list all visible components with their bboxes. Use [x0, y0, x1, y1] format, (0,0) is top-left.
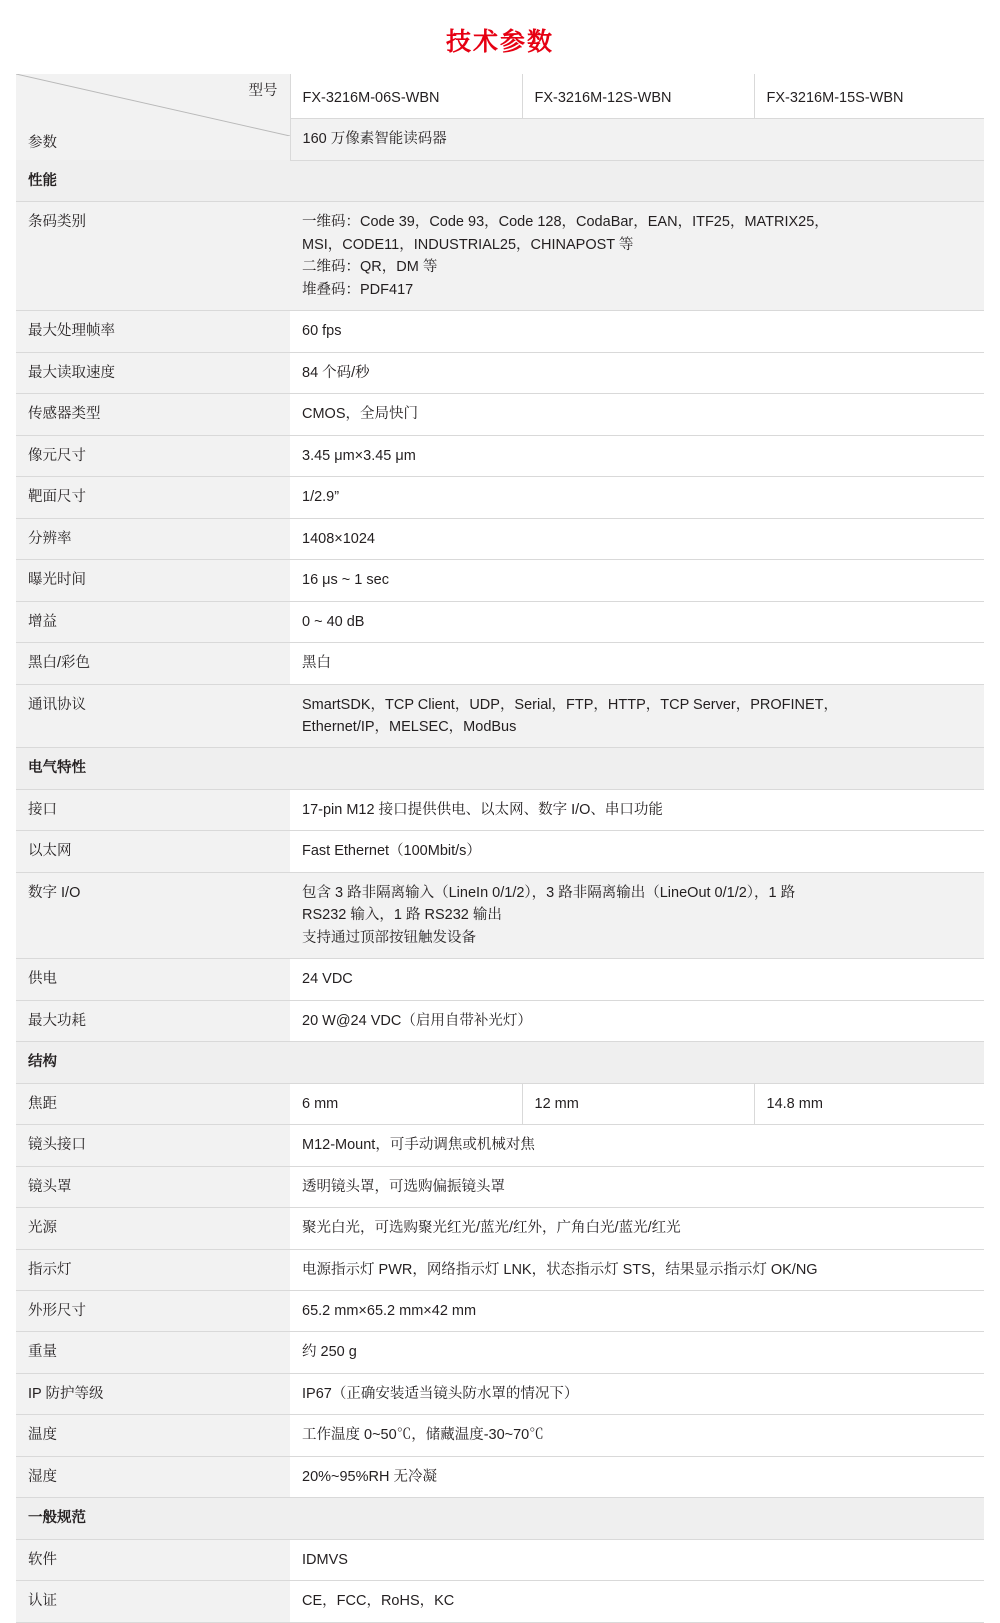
row-software — [16, 1539, 984, 1580]
model-column-2: FX-3216M-12S-WBN — [522, 74, 754, 119]
row-pixel-size — [16, 435, 984, 476]
row-label-certification: 认证 — [16, 1581, 290, 1622]
row-value-resolution: 1408×1024 — [290, 518, 984, 559]
row-value-ethernet: Fast Ethernet（100Mbit/s） — [290, 831, 984, 872]
row-lens-mount — [16, 1125, 984, 1166]
row-value-gain: 0 ~ 40 dB — [290, 601, 984, 642]
row-label-mono-color: 黑白/彩色 — [16, 643, 290, 684]
row-value-humidity: 20%~95%RH 无冷凝 — [290, 1456, 984, 1497]
row-ip-rating — [16, 1373, 984, 1414]
row-dimensions — [16, 1291, 984, 1332]
row-value-exposure: 16 μs ~ 1 sec — [290, 560, 984, 601]
row-weight — [16, 1332, 984, 1373]
row-value-barcode-types — [290, 202, 984, 311]
header-diagonal-cell — [16, 74, 290, 160]
row-value-temperature: 工作温度 0~50℃，储藏温度-30~70℃ — [290, 1415, 984, 1456]
row-value-software: IDMVS — [290, 1539, 984, 1580]
row-value-focal-length-3: 14.8 mm — [754, 1083, 984, 1124]
row-digital-io — [16, 872, 984, 958]
row-barcode-types — [16, 202, 984, 311]
row-value-pixel-size: 3.45 μm×3.45 μm — [290, 435, 984, 476]
row-value-ip-rating: IP67（正确安装适当镜头防水罩的情况下） — [290, 1373, 984, 1414]
protocols-line-2: Ethernet/IP，MELSEC，ModBus — [302, 718, 517, 735]
row-label-interface: 接口 — [16, 789, 290, 830]
row-label-protocols: 通讯协议 — [16, 684, 290, 748]
row-label-digital-io: 数字 I/O — [16, 872, 290, 958]
row-label-max-fps: 最大处理帧率 — [16, 311, 290, 352]
row-sensor-type — [16, 394, 984, 435]
row-value-interface: 17-pin M12 接口提供供电、以太网、数字 I/O、串口功能 — [290, 789, 984, 830]
row-resolution — [16, 518, 984, 559]
row-value-digital-io — [290, 872, 984, 958]
row-certification — [16, 1581, 984, 1622]
row-label-indicators: 指示灯 — [16, 1249, 290, 1290]
row-value-focal-length-2: 12 mm — [522, 1083, 754, 1124]
barcode-line-4: 堆叠码：PDF417 — [302, 281, 414, 298]
section-performance — [16, 160, 984, 201]
row-temperature — [16, 1415, 984, 1456]
model-column-1: FX-3216M-06S-WBN — [290, 74, 522, 119]
barcode-line-1: 一维码：Code 39，Code 93，Code 128，CodaBar，EAN，ITF25，MATRIX25， — [302, 214, 829, 231]
section-structure-label: 结构 — [16, 1042, 984, 1083]
digital-io-line-1: 包含 3 路非隔离输入（LineIn 0/1/2），3 路非隔离输出（LineOut 0/1/2），1 路 — [302, 884, 796, 901]
row-label-barcode-types: 条码类别 — [16, 202, 290, 311]
row-value-sensor-format: 1/2.9” — [290, 477, 984, 518]
digital-io-line-2: RS232 输入，1 路 RS232 输出 — [302, 907, 502, 924]
row-sensor-format — [16, 477, 984, 518]
row-label-software: 软件 — [16, 1539, 290, 1580]
row-gain — [16, 601, 984, 642]
row-label-pixel-size: 像元尺寸 — [16, 435, 290, 476]
row-value-certification: CE，FCC，RoHS，KC — [290, 1581, 984, 1622]
section-general-label: 一般规范 — [16, 1498, 984, 1539]
row-value-indicators: 电源指示灯 PWR，网络指示灯 LNK，状态指示灯 STS，结果显示指示灯 OK/NG — [290, 1249, 984, 1290]
barcode-line-2: MSI，CODE11，INDUSTRIAL25，CHINAPOST 等 — [302, 236, 634, 253]
row-lens-cover — [16, 1166, 984, 1207]
row-label-max-read-speed: 最大读取速度 — [16, 352, 290, 393]
row-label-weight: 重量 — [16, 1332, 290, 1373]
row-indicators — [16, 1249, 984, 1290]
section-electrical — [16, 748, 984, 789]
row-label-sensor-format: 靶面尺寸 — [16, 477, 290, 518]
row-label-humidity: 湿度 — [16, 1456, 290, 1497]
row-value-protocols — [290, 684, 984, 748]
digital-io-line-3: 支持通过顶部按钮触发设备 — [302, 929, 476, 946]
row-label-power-supply: 供电 — [16, 959, 290, 1000]
row-value-lens-mount: M12-Mount，可手动调焦或机械对焦 — [290, 1125, 984, 1166]
page-title: 技术参数 — [445, 28, 554, 56]
row-max-power — [16, 1000, 984, 1041]
row-label-focal-length: 焦距 — [16, 1083, 290, 1124]
row-value-max-read-speed: 84 个码/秒 — [290, 352, 984, 393]
barcode-line-3: 二维码：QR，DM 等 — [302, 259, 438, 276]
row-exposure — [16, 560, 984, 601]
protocols-line-1: SmartSDK，TCP Client，UDP，Serial，FTP，HTTP，TCP Server，PROFINET， — [302, 696, 839, 713]
row-label-temperature: 温度 — [16, 1415, 290, 1456]
row-label-light-source: 光源 — [16, 1208, 290, 1249]
row-value-max-power: 20 W@24 VDC（启用自带补光灯） — [290, 1000, 984, 1041]
row-max-fps — [16, 311, 984, 352]
row-value-sensor-type: CMOS，全局快门 — [290, 394, 984, 435]
row-label-gain: 增益 — [16, 601, 290, 642]
row-value-power-supply: 24 VDC — [290, 959, 984, 1000]
row-value-mono-color: 黑白 — [290, 643, 984, 684]
section-performance-label: 性能 — [16, 160, 984, 201]
row-value-focal-length-1: 6 mm — [290, 1083, 522, 1124]
row-value-max-fps: 60 fps — [290, 311, 984, 352]
section-electrical-label: 电气特性 — [16, 748, 984, 789]
row-label-max-power: 最大功耗 — [16, 1000, 290, 1041]
row-max-read-speed — [16, 352, 984, 393]
row-value-lens-cover: 透明镜头罩，可选购偏振镜头罩 — [290, 1166, 984, 1207]
row-focal-length — [16, 1083, 984, 1124]
product-line-value: 160 万像素智能读码器 — [290, 119, 984, 160]
row-protocols — [16, 684, 984, 748]
row-label-ethernet: 以太网 — [16, 831, 290, 872]
row-interface — [16, 789, 984, 830]
row-label-resolution: 分辨率 — [16, 518, 290, 559]
row-label-exposure: 曝光时间 — [16, 560, 290, 601]
section-structure — [16, 1042, 984, 1083]
header-model-label: 型号 — [248, 83, 278, 99]
table-header-row — [16, 74, 984, 119]
row-ethernet — [16, 831, 984, 872]
row-value-dimensions: 65.2 mm×65.2 mm×42 mm — [290, 1291, 984, 1332]
row-label-lens-mount: 镜头接口 — [16, 1125, 290, 1166]
row-value-light-source: 聚光白光，可选购聚光红光/蓝光/红外，广角白光/蓝光/红光 — [290, 1208, 984, 1249]
section-general — [16, 1498, 984, 1539]
row-label-sensor-type: 传感器类型 — [16, 394, 290, 435]
row-label-lens-cover: 镜头罩 — [16, 1166, 290, 1207]
header-param-label: 参数 — [28, 134, 57, 151]
row-power-supply — [16, 959, 984, 1000]
row-light-source — [16, 1208, 984, 1249]
row-value-weight: 约 250 g — [290, 1332, 984, 1373]
specification-table — [16, 74, 984, 1623]
row-mono-color — [16, 643, 984, 684]
model-column-3: FX-3216M-15S-WBN — [754, 74, 984, 119]
row-label-ip-rating: IP 防护等级 — [16, 1373, 290, 1414]
row-humidity — [16, 1456, 984, 1497]
row-label-dimensions: 外形尺寸 — [16, 1291, 290, 1332]
